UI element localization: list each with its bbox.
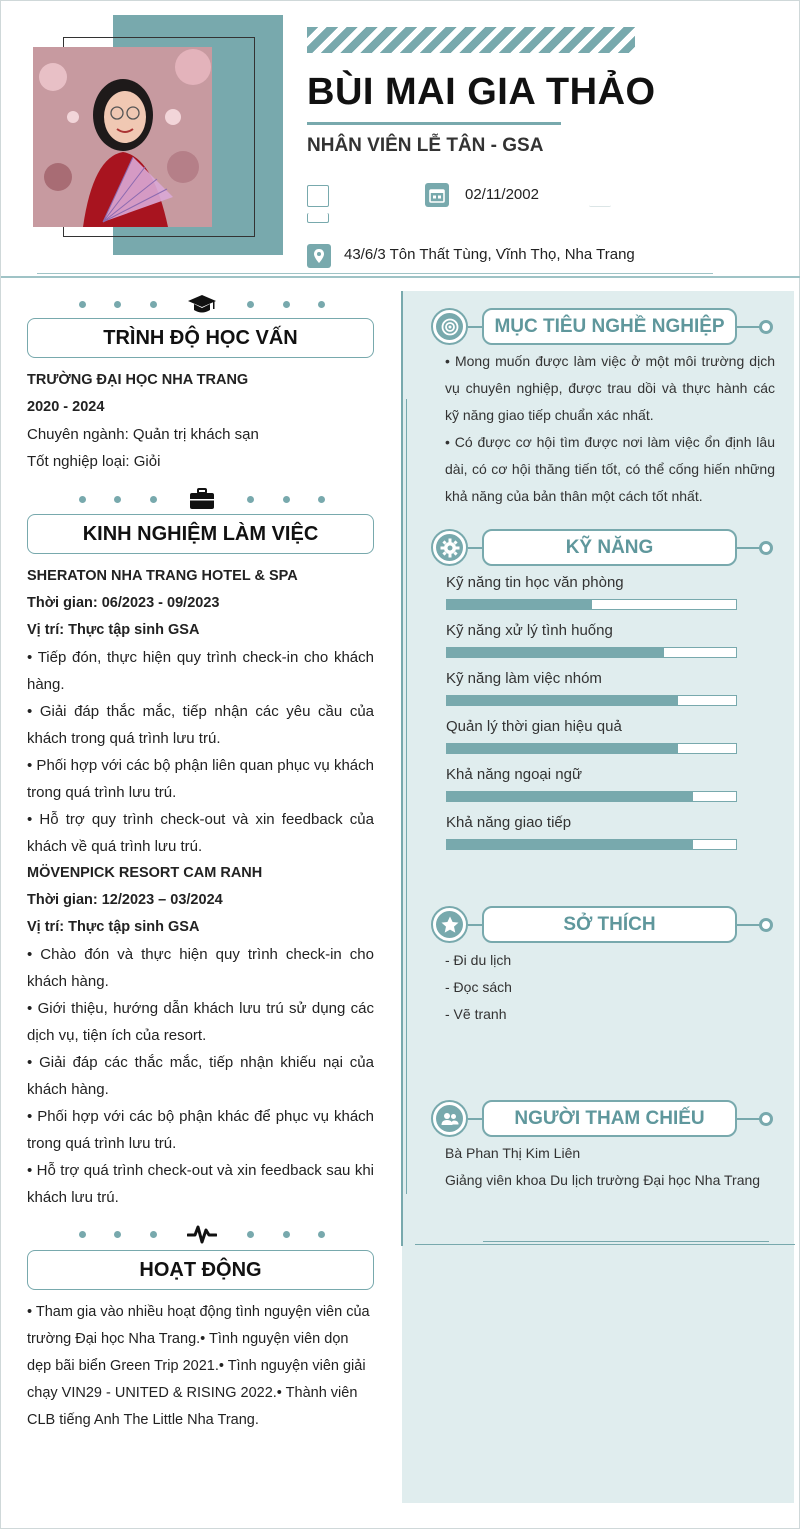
objective-paragraph: • Có được cơ hội tìm được nơi làm việc ổn định lâu dài, có cơ hội thăng tiến tốt, có thể cống hiến những khả năng của bản thân một cách tốt nhất. xyxy=(445,434,775,504)
objective-title: MỤC TIÊU NGHỀ NGHIỆP xyxy=(482,308,737,345)
hobby-item: - Đi du lịch xyxy=(445,952,512,968)
job-bullet: • Phối hợp với các bộ phận khác để phục vụ khách trong quá trình lưu trú. xyxy=(27,1108,374,1152)
activities-content xyxy=(27,1299,374,1434)
skill-bar-fill xyxy=(447,696,678,705)
calendar-icon xyxy=(425,183,449,207)
job-time: Thời gian: 12/2023 – 03/2024 xyxy=(27,892,223,908)
references-content xyxy=(445,1140,760,1194)
skills-icon-circle xyxy=(431,529,468,566)
experience-title: KINH NGHIỆM LÀM VIỆC xyxy=(27,514,374,554)
skill-bar-fill xyxy=(447,744,678,753)
people-icon xyxy=(440,1109,460,1129)
phone-icon-box xyxy=(307,185,329,207)
job-bullet: • Chào đón và thực hiện quy trình check-in cho khách hàng. xyxy=(27,946,374,990)
references-icon-circle xyxy=(431,1100,468,1137)
skill-bar xyxy=(446,791,737,802)
star-icon xyxy=(440,915,460,935)
experience-divider xyxy=(79,487,325,511)
job-bullet: • Hỗ trợ quá trình check-out và xin feedback sau khi khách lưu trú. xyxy=(27,1162,374,1206)
job-bullet: • Tiếp đón, thực hiện quy trình check-in cho khách hàng. xyxy=(27,649,374,693)
name-underline xyxy=(307,122,561,125)
right-panel-bottom-line xyxy=(415,1244,795,1245)
skill-bar xyxy=(446,743,737,754)
candidate-name: BÙI MAI GIA THẢO xyxy=(307,71,656,113)
date-of-birth: 02/11/2002 xyxy=(465,186,539,203)
reference-name: Bà Phan Thị Kim Liên xyxy=(445,1145,581,1161)
skill-bar xyxy=(446,839,737,850)
education-major: Chuyên ngành: Quản trị khách sạn xyxy=(27,426,259,443)
reference-role: Giảng viên khoa Du lịch trường Đại học Nha Trang xyxy=(445,1172,761,1188)
graduation-cap-icon xyxy=(185,292,219,316)
activities-title: HOẠT ĐỘNG xyxy=(27,1250,374,1290)
hobby-item: - Vẽ tranh xyxy=(445,1006,507,1022)
references-header xyxy=(431,1100,776,1138)
gear-icon xyxy=(440,538,460,558)
skill-label: Khả năng ngoại ngữ xyxy=(446,766,582,783)
location-icon xyxy=(307,244,331,268)
skill-item xyxy=(446,717,738,754)
gender-icon-box xyxy=(589,183,611,207)
skill-label: Kỹ năng tin học văn phòng xyxy=(446,574,624,591)
job-bullet: • Hỗ trợ quy trình check-out và xin feedback của khách về quá trình lưu trú. xyxy=(27,811,374,855)
skill-item xyxy=(446,621,738,658)
education-content xyxy=(27,367,374,475)
header-divider xyxy=(1,276,800,278)
education-title: TRÌNH ĐỘ HỌC VẤN xyxy=(27,318,374,358)
skill-label: Khả năng giao tiếp xyxy=(446,814,572,831)
right-panel-inner-line xyxy=(406,399,407,1194)
skill-item xyxy=(446,669,738,706)
activities-divider xyxy=(79,1222,325,1246)
job-company: SHERATON NHA TRANG HOTEL & SPA xyxy=(27,568,298,584)
objective-header xyxy=(431,308,776,346)
objective-paragraph: • Mong muốn được làm việc ở một môi trường dịch vụ chuyên nghiệp, được trau dồi và thực hành các kỹ năng giao tiếp chuẩn xác nhất. xyxy=(445,353,775,423)
skill-bar-fill xyxy=(447,600,592,609)
right-panel-bottom-line-inner xyxy=(483,1241,769,1242)
education-school: TRƯỜNG ĐẠI HỌC NHA TRANG xyxy=(27,372,249,388)
skills-title: KỸ NĂNG xyxy=(482,529,737,566)
job-time: Thời gian: 06/2023 - 09/2023 xyxy=(27,595,220,611)
references-title: NGƯỜI THAM CHIẾU xyxy=(482,1100,737,1137)
skill-bar-fill xyxy=(447,792,693,801)
header-stripes xyxy=(307,27,635,53)
skill-label: Quản lý thời gian hiệu quả xyxy=(446,718,622,735)
skill-bar-fill xyxy=(447,840,693,849)
target-icon xyxy=(440,317,460,337)
address: 43/6/3 Tôn Thất Tùng, Vĩnh Thọ, Nha Trang xyxy=(344,246,635,263)
job-bullet: • Giải đáp thắc mắc, tiếp nhận các yêu cầu của khách trong quá trình lưu trú. xyxy=(27,703,374,747)
profile-photo xyxy=(33,47,212,227)
job-title: NHÂN VIÊN LỄ TÂN - GSA xyxy=(307,135,544,156)
hobbies-icon-circle xyxy=(431,906,468,943)
header-divider-inner xyxy=(37,273,713,274)
hobbies-list xyxy=(445,947,512,1028)
job-company: MÖVENPICK RESORT CAM RANH xyxy=(27,865,263,881)
job-position: Vị trí: Thực tập sinh GSA xyxy=(27,622,200,638)
right-panel-border xyxy=(401,291,403,1246)
job-bullet: • Giới thiệu, hướng dẫn khách lưu trú sử dụng các dịch vụ, tiện ích của resort. xyxy=(27,1000,374,1044)
skill-item xyxy=(446,573,738,610)
skill-label: Kỹ năng làm việc nhóm xyxy=(446,670,602,687)
skill-bar xyxy=(446,647,737,658)
objective-icon-circle xyxy=(431,308,468,345)
email-icon-box xyxy=(307,213,329,223)
skills-header xyxy=(431,529,776,567)
hobbies-title: SỞ THÍCH xyxy=(482,906,737,943)
skill-item xyxy=(446,813,738,850)
experience-content xyxy=(27,563,374,1211)
skill-bar xyxy=(446,695,737,706)
education-grade: Tốt nghiệp loại: Giỏi xyxy=(27,453,161,470)
hobbies-header xyxy=(431,906,776,944)
job-bullet: • Giải đáp các thắc mắc, tiếp nhận khiếu nại của khách hàng. xyxy=(27,1054,374,1098)
skill-bar xyxy=(446,599,737,610)
activities-text: • Tham gia vào nhiều hoạt động tình nguyện viên của trường Đại học Nha Trang.• Tình nguyện viên dọn dẹp bãi biển Green Trip 2021.• Tình nguyện viên giải chạy VIN29 - UNITED & RISING 2022.• Thành viên CLB tiếng Anh The Little Nha Trang. xyxy=(27,1304,370,1428)
skill-label: Kỹ năng xử lý tình huống xyxy=(446,622,613,639)
briefcase-icon xyxy=(185,487,219,511)
education-years: 2020 - 2024 xyxy=(27,399,105,415)
job-bullet: • Phối hợp với các bộ phận liên quan phục vụ khách trong quá trình lưu trú. xyxy=(27,757,374,801)
hobby-item: - Đọc sách xyxy=(445,979,512,995)
heartbeat-icon xyxy=(185,1222,219,1246)
education-divider xyxy=(79,292,325,316)
job-position: Vị trí: Thực tập sinh GSA xyxy=(27,919,200,935)
objective-content xyxy=(445,348,775,510)
skill-bar-fill xyxy=(447,648,664,657)
skill-item xyxy=(446,765,738,802)
